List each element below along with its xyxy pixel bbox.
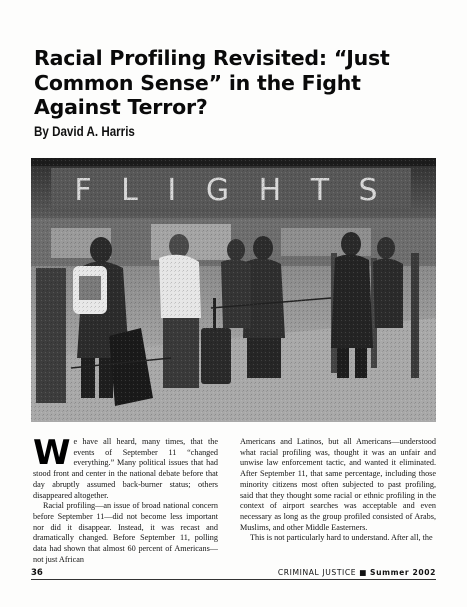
title-line-1: Racial Profiling Revisited: “Just	[34, 46, 390, 70]
running-footer	[278, 568, 436, 577]
byline: By David A. Harris	[34, 124, 135, 139]
publication-name: CRIMINAL JUSTICE	[277, 568, 357, 577]
airport-photo	[31, 158, 436, 422]
paragraph-1-text: e have all heard, many times, that the events of September 11 “changed everything.” Many political issues that had stood front and center in the national debate before that day abruptly assumed back-burner status; others disappeared altogether.	[33, 437, 218, 500]
title-line-3: Against Terror?	[34, 95, 208, 119]
article-title	[34, 46, 444, 120]
body-column-left	[33, 433, 218, 565]
title-line-2: Common Sense” in the Fight	[34, 70, 361, 95]
paragraph-2-continued: Americans and Latinos, but all Americans—understood what racial profiling was, thought it was an unfair and unwise law enforcement tactic, and wanted it eliminated. After September 11, that same percentage, including those minority citizens most often subjected to past profiling, said that they thought some racial or ethnic profiling in the context of airport searches was acceptable and even necessary as long as the group profiled consisted of Arabs, Muslims, and other Middle Easterners.	[240, 437, 436, 532]
paragraph-1	[33, 433, 218, 501]
paragraph-2: Racial profiling—an issue of broad national concern before September 11—did not become less important nor did it disappear. Instead, it was recast and dramatically changed. Before September 11, polling data had shown that almost 60 percent of Americans—not just African	[33, 501, 218, 564]
footer-separator: ■	[359, 568, 367, 577]
footer-rule	[31, 579, 436, 580]
issue-date: Summer 2002	[370, 568, 436, 577]
body-column-right	[240, 437, 436, 544]
page-number: 36	[31, 568, 43, 578]
drop-cap: W	[33, 433, 71, 473]
paragraph-3: This is not particularly hard to understand. After all, the	[250, 533, 433, 543]
